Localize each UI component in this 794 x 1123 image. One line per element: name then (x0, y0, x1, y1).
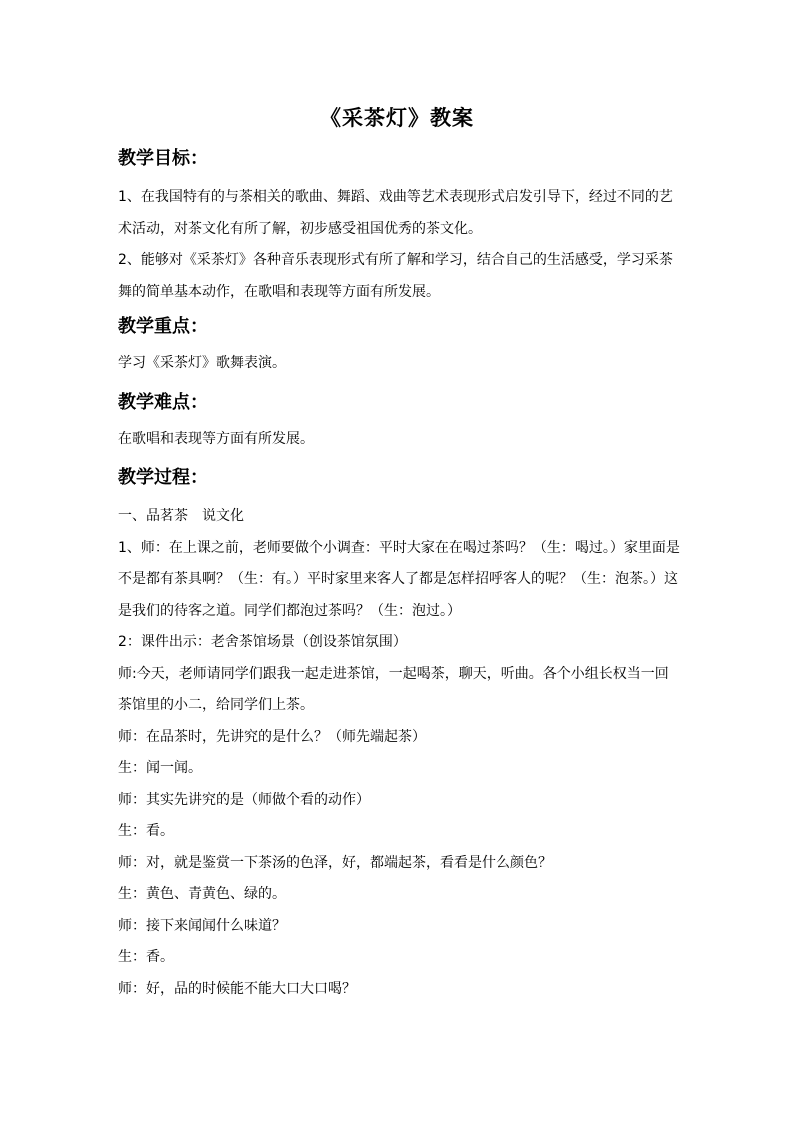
paragraph: 师:今天，老师请同学们跟我一起走进茶馆，一起喝茶，聊天，听曲。各个小组长权当一回茶馆里的小二，给同学们上茶。 (118, 665, 669, 713)
document-title: 《采茶灯》教案 (320, 105, 474, 130)
paragraph: 1、师：在上课之前，老师要做个小调查：平时大家在在喝过茶吗？（生：喝过。）家里面是不是都有茶具啊？（生：有。）平时家里来客人了都是怎样招呼客人的呢？（生：泡茶。）这是我们的待客之道。同学们都泡过茶吗？（生：泡过。） (118, 539, 680, 619)
section-heading-key-points: 教学重点： (118, 316, 208, 337)
paragraph: 师：对，就是鉴赏一下茶汤的色泽，好，都端起茶，看看是什么颜色？ (118, 854, 552, 871)
paragraph: 2、能够对《采茶灯》各种音乐表现形式有所了解和学习，结合自己的生活感受，学习采茶舞的简单基本动作，在歌唱和表现等方面有所发展。 (118, 252, 673, 300)
section-heading-process: 教学过程： (118, 467, 208, 488)
section-heading-goals: 教学目标： (118, 148, 208, 169)
section-heading-difficulties: 教学难点： (118, 391, 208, 413)
paragraph: 师：好，品的时候能不能大口大口喝？ (118, 980, 356, 997)
section-process (118, 501, 680, 1005)
paragraph: 师：其实先讲究的是（师做个看的动作） (118, 791, 370, 808)
paragraph: 生：闻一闻。 (118, 760, 202, 776)
section-difficulties (118, 424, 680, 456)
paragraph: 在歌唱和表现等方面有所发展。 (118, 430, 314, 447)
paragraph: 一、品茗茶 说文化 (118, 508, 244, 524)
section-key-points (118, 348, 680, 380)
paragraph: 师：接下来闻闻什么味道？ (118, 917, 286, 934)
section-goals (118, 182, 680, 308)
paragraph: 2：课件出示：老舍茶馆场景（创设茶馆氛围） (118, 634, 407, 650)
paragraph: 师：在品茶时，先讲究的是什么？（师先端起茶） (118, 728, 426, 745)
paragraph: 生：香。 (118, 949, 174, 965)
paragraph: 生：黄色、青黄色、绿的。 (118, 886, 286, 902)
paragraph: 学习《采茶灯》歌舞表演。 (118, 355, 286, 371)
paragraph: 1、在我国特有的与茶相关的歌曲、舞蹈、戏曲等艺术表现形式启发引导下，经过不同的艺术活动，对茶文化有所了解，初步感受祖国优秀的茶文化。 (118, 189, 673, 237)
paragraph: 生：看。 (118, 823, 174, 839)
document-body (118, 146, 680, 1005)
